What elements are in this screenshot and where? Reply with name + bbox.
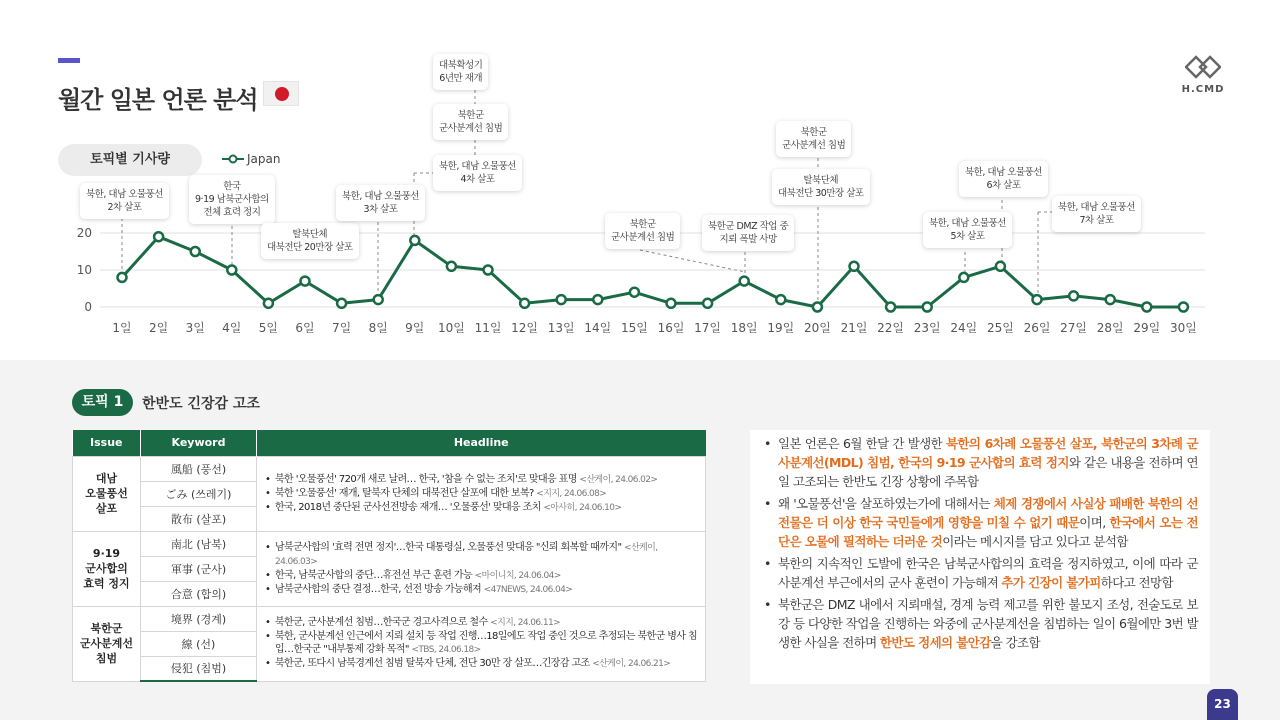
logo-text: H.CMD bbox=[1181, 84, 1225, 95]
summary-text: 을 강조함 bbox=[990, 635, 1040, 650]
annotation-text: 북한, 대남 오물풍선 bbox=[929, 218, 1006, 229]
annotation-text: 지뢰 폭발 사망 bbox=[719, 234, 777, 245]
headline-source: <지지, 24.06.11> bbox=[490, 618, 561, 628]
data-point bbox=[740, 277, 749, 286]
headline-item bbox=[265, 473, 699, 487]
y-tick-label: 10 bbox=[76, 263, 92, 277]
headline-source: <아사히, 24.06.10> bbox=[543, 502, 622, 513]
chart-annotation bbox=[433, 104, 508, 140]
x-tick-label: 8일 bbox=[368, 321, 388, 335]
chart-annotation bbox=[702, 215, 794, 251]
headline-text: 남북군사합의 '효력 전면 정지'…한국 대통령실, 오물풍선 맞대응 "신뢰 회복할 때까지" bbox=[275, 541, 625, 553]
annotation-text: 2차 살포 bbox=[107, 202, 142, 213]
x-tick-label: 30일 bbox=[1169, 321, 1197, 335]
chart-annotation bbox=[776, 121, 851, 157]
summary-text: 북한의 지속적인 도발에 한국은 남북군사합의의 효력을 정지하였고, 이에 따라 군사분계선 부근에서의 군사 훈련이 가능해져 bbox=[778, 556, 1198, 590]
annotation-text: 군사분계선 침범 bbox=[611, 232, 675, 243]
annotation-text: 북한, 대남 오물풍선 bbox=[1058, 202, 1135, 213]
data-point bbox=[1069, 291, 1078, 300]
data-point bbox=[374, 295, 383, 304]
data-point bbox=[776, 295, 785, 304]
headline-cell bbox=[257, 456, 706, 531]
chart-annotation bbox=[923, 212, 1012, 248]
legend-label: Japan bbox=[247, 152, 281, 166]
annotation-text: 북한, 대남 오물풍선 bbox=[439, 161, 516, 172]
annotation-text: 북한군 bbox=[629, 219, 656, 230]
annotation-text: 대북전단 30만장 살포 bbox=[778, 188, 864, 199]
topic-badge: 토픽 1 bbox=[72, 389, 133, 416]
annotation-text: 전체 효력 정지 bbox=[203, 207, 261, 218]
x-tick-label: 11일 bbox=[474, 321, 502, 335]
issue-text: 대남 bbox=[95, 472, 118, 485]
summary-highlight: 추가 긴장이 불가피 bbox=[1001, 575, 1101, 590]
summary-text: 이며, bbox=[1079, 515, 1110, 530]
x-tick-label: 2일 bbox=[148, 321, 169, 335]
data-point bbox=[813, 303, 822, 312]
summary-bullet bbox=[764, 494, 1198, 551]
issue-text: 살포 bbox=[95, 502, 118, 515]
issue-text: 침범 bbox=[95, 652, 118, 665]
issue-text: 군사합의 bbox=[85, 562, 128, 575]
x-tick-label: 26일 bbox=[1023, 321, 1051, 335]
x-tick-label: 6일 bbox=[295, 321, 315, 335]
headline-text: 남북군사합의 중단 결정…한국, 선전 방송 가능해져 bbox=[275, 583, 484, 595]
summary-text: 하다고 전망함 bbox=[1100, 575, 1173, 590]
data-point bbox=[667, 299, 676, 308]
annotation-leader-line bbox=[640, 250, 745, 272]
table-row bbox=[73, 456, 706, 481]
keyword-cell: 境界 (경계) bbox=[141, 606, 257, 631]
summary-highlight: 체제 경쟁에서 사실상 패배한 북한의 선전물은 더 이상 한국 국민들에게 영향을 미칠 수 없기 때문 bbox=[778, 496, 1198, 530]
x-tick-label: 12일 bbox=[511, 321, 539, 335]
headline-cell bbox=[257, 531, 706, 606]
annotation-text: 북한, 대남 오물풍선 bbox=[342, 191, 419, 202]
headline-item bbox=[265, 487, 699, 501]
data-point bbox=[227, 266, 236, 275]
data-point bbox=[191, 247, 200, 256]
headline-text: 북한군, 군사분계선 침범…한국군 경고사격으로 철수 bbox=[275, 617, 491, 628]
issue-text: 군사분계선 bbox=[79, 637, 134, 650]
x-tick-label: 18일 bbox=[730, 321, 758, 335]
annotation-text: 4차 살포 bbox=[460, 174, 495, 185]
page-number: 23 bbox=[1207, 689, 1238, 720]
x-tick-label: 29일 bbox=[1133, 321, 1161, 335]
keyword-cell: 侵犯 (침범) bbox=[141, 656, 257, 681]
annotation-text: 군사분계선 침범 bbox=[782, 140, 846, 151]
headline-item bbox=[265, 569, 699, 583]
headline-item bbox=[265, 541, 699, 569]
issue-text: 북한군 bbox=[90, 622, 123, 635]
issue-text: 효력 정지 bbox=[83, 577, 130, 590]
annotation-text: 한국 bbox=[223, 181, 241, 192]
data-point bbox=[557, 295, 566, 304]
x-tick-label: 19일 bbox=[767, 321, 795, 335]
headline-source: <산케이, 24.06.02> bbox=[579, 474, 658, 485]
x-tick-label: 9일 bbox=[405, 321, 425, 335]
summary-text: 왜 '오물풍선'을 살포하였는가에 대해서는 bbox=[778, 496, 994, 511]
chart-annotation bbox=[772, 169, 870, 205]
chart-annotation bbox=[605, 213, 680, 249]
x-tick-label: 24일 bbox=[950, 321, 978, 335]
data-point bbox=[850, 262, 859, 271]
headline-item bbox=[265, 630, 699, 657]
topic-volume-pill: 토픽별 기사량 bbox=[58, 144, 202, 176]
x-tick-label: 28일 bbox=[1096, 321, 1124, 335]
keyword-cell: 軍事 (군사) bbox=[141, 556, 257, 581]
y-tick-label: 20 bbox=[76, 226, 92, 240]
summary-bullet bbox=[764, 595, 1198, 652]
chart-annotation bbox=[433, 155, 522, 191]
data-point bbox=[923, 303, 932, 312]
headline-text: 한국, 2018년 중단된 군사선전방송 재개… '오물풍선' 맞대응 조치 bbox=[275, 501, 544, 513]
annotation-text: 대북전단 20만장 살포 bbox=[267, 242, 353, 253]
chart-annotation bbox=[433, 54, 488, 90]
x-tick-label: 23일 bbox=[913, 321, 941, 335]
headline-source: <마이니치, 24.06.04> bbox=[474, 570, 561, 581]
headline-item bbox=[265, 616, 699, 630]
headline-source: <47NEWS, 24.06.04> bbox=[483, 584, 573, 595]
x-tick-label: 3일 bbox=[185, 321, 205, 335]
annotation-text: 북한, 대남 오물풍선 bbox=[86, 189, 163, 200]
x-tick-label: 5일 bbox=[258, 321, 279, 335]
headline-cell bbox=[257, 606, 706, 681]
data-point bbox=[703, 299, 712, 308]
annotation-text: 5차 살포 bbox=[950, 231, 985, 242]
x-tick-label: 16일 bbox=[657, 321, 685, 335]
header-issue: Issue bbox=[73, 430, 141, 456]
data-point bbox=[1142, 303, 1151, 312]
data-point bbox=[593, 295, 602, 304]
data-point bbox=[630, 288, 639, 297]
data-point bbox=[484, 266, 493, 275]
topic-title: 한반도 긴장감 고조 bbox=[142, 396, 260, 412]
data-point bbox=[1179, 303, 1188, 312]
x-tick-label: 1일 bbox=[112, 321, 132, 335]
keyword-cell: ごみ (쓰레기) bbox=[141, 481, 257, 506]
summary-box bbox=[750, 430, 1210, 684]
headline-text: 북한, 군사분계선 인근에서 지뢰 설치 등 작업 진행…18일에도 작업 중인 것으로 추정되는 북한군 병사 침입…한국군 "내부통제 강화 목적" bbox=[275, 631, 698, 655]
headline-text: 북한 '오물풍선' 재개, 탈북자 단체의 대북전단 살포에 대한 보복? bbox=[275, 487, 537, 499]
summary-bullet bbox=[764, 434, 1198, 491]
header-keyword: Keyword bbox=[141, 430, 257, 456]
headline-text: 북한 '오물풍선' 720개 새로 날려… 한국, '참을 수 없는 조치'로 맞대응 표명 bbox=[275, 473, 580, 485]
headline-item bbox=[265, 657, 699, 671]
annotation-text: 북한군 bbox=[800, 127, 827, 138]
headline-item bbox=[265, 583, 699, 597]
annotation-text: 9·19 남북군사합의 bbox=[195, 194, 269, 205]
annotation-text: 탈북단체 bbox=[292, 229, 328, 240]
headline-text: 한국, 남북군사합의 중단…휴전선 부근 훈련 가능 bbox=[275, 569, 475, 581]
summary-highlight: 한반도 정세의 불안감 bbox=[879, 635, 991, 650]
header-headline: Headline bbox=[257, 430, 706, 456]
data-point bbox=[447, 262, 456, 271]
annotation-text: 대북확성기 bbox=[439, 60, 483, 71]
summary-bullet bbox=[764, 554, 1198, 592]
x-tick-label: 7일 bbox=[331, 321, 352, 335]
data-point bbox=[301, 277, 310, 286]
chart-annotation bbox=[261, 223, 359, 259]
data-point bbox=[337, 299, 346, 308]
data-point bbox=[959, 273, 968, 282]
data-point bbox=[118, 273, 127, 282]
x-tick-label: 22일 bbox=[877, 321, 905, 335]
x-tick-label: 27일 bbox=[1060, 321, 1088, 335]
issue-text: 9·19 bbox=[92, 547, 121, 560]
data-point bbox=[1033, 295, 1042, 304]
chart-annotation bbox=[189, 175, 275, 224]
x-tick-label: 10일 bbox=[437, 321, 465, 335]
annotation-text: 7차 살포 bbox=[1079, 215, 1114, 226]
issue-cell bbox=[73, 456, 141, 531]
data-point bbox=[886, 303, 895, 312]
x-tick-label: 14일 bbox=[584, 321, 612, 335]
chart-annotation bbox=[959, 161, 1048, 197]
x-tick-label: 21일 bbox=[840, 321, 868, 335]
chart-annotation bbox=[80, 183, 169, 219]
summary-text: 일본 언론은 6월 한달 간 발생한 bbox=[778, 436, 946, 451]
keyword-cell: 合意 (합의) bbox=[141, 581, 257, 606]
x-tick-label: 4일 bbox=[222, 321, 242, 335]
headline-source: <산케이, 24.06.03> bbox=[275, 542, 658, 567]
headline-text: 북한군, 또다시 남북경계선 침범 탈북자 단체, 전단 30만 장 살포…긴장감 고조 bbox=[275, 658, 593, 669]
summary-text: 북한군은 DMZ 내에서 지뢰매설, 경계 능력 제고를 위한 불모지 조성, 전술도로 보강 등 다양한 작업을 진행하는 와중에 군사분계선을 침범하는 일이 6월에만 3번 발생한 사실을 전하며 bbox=[778, 597, 1198, 650]
x-tick-label: 15일 bbox=[620, 321, 648, 335]
headline-source: <산케이, 24.06.21> bbox=[592, 659, 671, 669]
y-tick-label: 0 bbox=[84, 300, 92, 314]
table-row bbox=[73, 531, 706, 556]
issue-cell bbox=[73, 606, 141, 681]
headline-source: <TBS, 24.06.18> bbox=[411, 645, 481, 655]
x-tick-label: 25일 bbox=[986, 321, 1014, 335]
data-point bbox=[520, 299, 529, 308]
annotation-text: 군사분계선 침범 bbox=[439, 123, 503, 134]
annotation-text: 3차 살포 bbox=[363, 204, 398, 215]
x-tick-label: 20일 bbox=[803, 321, 831, 335]
data-point bbox=[996, 262, 1005, 271]
data-point bbox=[264, 299, 273, 308]
annotation-text: 북한군 DMZ 작업 중 bbox=[708, 221, 789, 232]
data-point bbox=[410, 236, 419, 245]
summary-text: 이라는 메시지를 담고 있다고 분석함 bbox=[942, 534, 1128, 549]
keyword-cell: 散布 (살포) bbox=[141, 506, 257, 531]
issue-table bbox=[72, 430, 706, 682]
x-tick-label: 17일 bbox=[694, 321, 722, 335]
keyword-cell: 南北 (남북) bbox=[141, 531, 257, 556]
page-title: 월간 일본 언론 분석 bbox=[58, 86, 258, 114]
annotation-text: 탈북단체 bbox=[803, 175, 839, 186]
chart-annotation bbox=[1052, 196, 1141, 232]
keyword-cell: 線 (선) bbox=[141, 631, 257, 656]
data-point bbox=[1106, 295, 1115, 304]
headline-source: <지지, 24.06.08> bbox=[536, 488, 607, 499]
annotation-text: 북한, 대남 오물풍선 bbox=[965, 167, 1042, 178]
issue-cell bbox=[73, 531, 141, 606]
summary-text: 와 같은 내용을 전하며 연일 고조되는 한반도 긴장 상황에 주목함 bbox=[778, 455, 1199, 489]
annotation-text: 북한군 bbox=[457, 110, 484, 121]
annotation-text: 6차 살포 bbox=[986, 180, 1021, 191]
x-tick-label: 13일 bbox=[547, 321, 575, 335]
annotation-text: 6년만 재개 bbox=[439, 73, 483, 84]
chart-annotation bbox=[336, 185, 425, 221]
table-row bbox=[73, 606, 706, 631]
keyword-cell: 風船 (풍선) bbox=[141, 456, 257, 481]
data-point bbox=[154, 232, 163, 241]
headline-item bbox=[265, 501, 699, 515]
issue-text: 오물풍선 bbox=[85, 487, 128, 500]
summary-highlight: 한국에서 오는 전단은 오물에 필적하는 더러운 것 bbox=[778, 515, 1198, 549]
summary-highlight: 북한의 6차례 오물풍선 살포, 북한군의 3차례 군사분계선(MDL) 침범, 한국의 9·19 군사합의 효력 정지 bbox=[778, 436, 1199, 470]
